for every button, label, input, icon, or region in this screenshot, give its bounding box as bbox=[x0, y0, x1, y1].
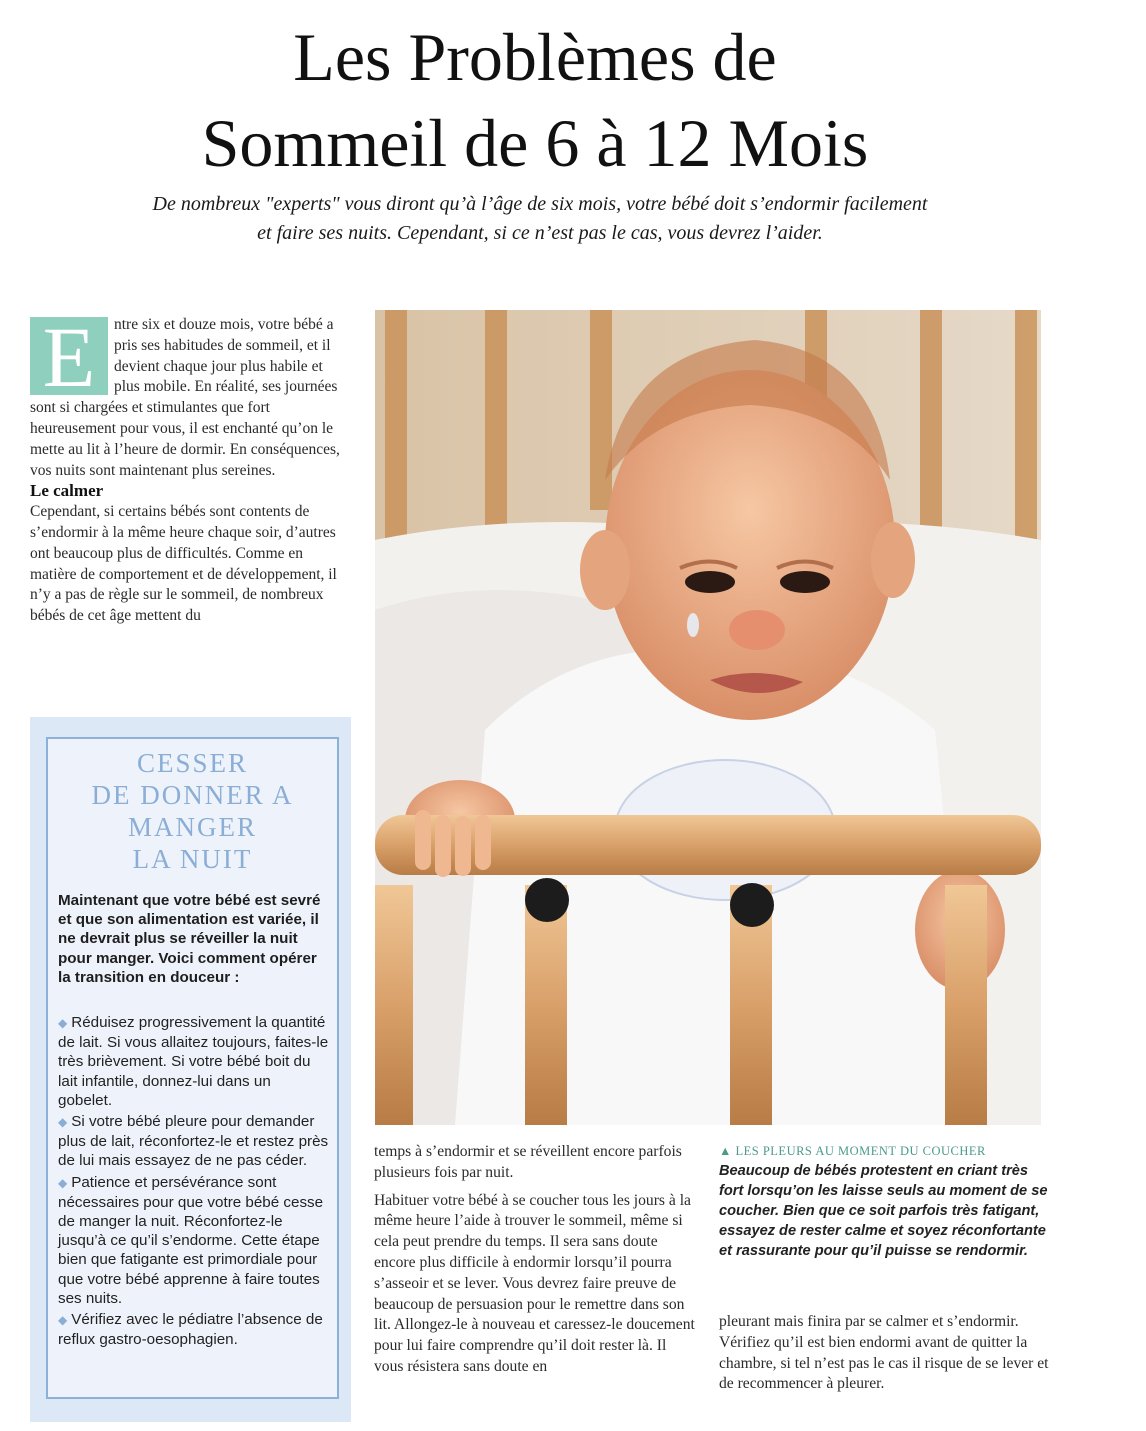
caption-text: Beaucoup de bébés protestent en criant très fort lorsqu’on les laisse seuls au moment de se coucher. Bien que ce soit parfois très fatigant, essayez de rester calme et soyez réconfortante et rassurante pour qu’il puisse se rendormir. bbox=[719, 1163, 1048, 1259]
subheading-le-calmer: Le calmer bbox=[30, 481, 104, 501]
dropcap: E bbox=[30, 317, 108, 395]
list-item bbox=[58, 1173, 329, 1308]
photo-caption bbox=[719, 1144, 1049, 1261]
column-3-paragraph: pleurant mais finira par se calmer et s’endormir. Vérifiez qu’il est bien endormi avant de quitter la chambre, si tel n’est pas le cas il risque de se lever et de recommencer à pleurer. bbox=[719, 1313, 1049, 1393]
list-item bbox=[58, 1112, 329, 1171]
crying-baby-photo bbox=[375, 310, 1041, 1125]
diamond-bullet-icon: ◆ bbox=[58, 1313, 68, 1328]
column-1-paragraph-2: Cependant, si certains bébés sont contents de s’endormir à la même heure chaque soir, d’autres ont beaucoup plus de difficultés. Comme en matière de comportement et de développement, il n’y a pas de règle sur le sommeil, de nombreux bébés de cet âge mettent du bbox=[30, 503, 337, 625]
column-3 bbox=[719, 1312, 1049, 1395]
list-item-text: Patience et persévérance sont nécessaires pour que votre bébé cesse de manger la nuit. Réconfortez-le jusqu’à ce qu’il s’endorme. Cette étape bien que fatigante est primordiale pour que votre bébé apprenne à faire toutes ses nuits. bbox=[58, 1173, 324, 1307]
sidebar-lead: Maintenant que votre bébé est sevré et que son alimentation est variée, il ne devrait plus se réveiller la nuit pour manger. Voici comment opérer la transition en douceur : bbox=[58, 892, 321, 986]
list-item-text: Réduisez progressivement la quantité de lait. Si vous allaitez toujours, faites-le très brièvement. Si votre bébé boit du lait infantile, donnez-lui dans un gobelet. bbox=[58, 1014, 329, 1109]
triangle-up-icon: ▲ bbox=[719, 1144, 732, 1158]
column-2 bbox=[374, 1142, 696, 1385]
diamond-bullet-icon: ◆ bbox=[58, 1115, 68, 1130]
intro-paragraph: De nombreux "experts" vous diront qu’à l’âge de six mois, votre bébé doit s’endormir facilement et faire ses nuits. Cependant, si ce n’est pas le cas, vous devrez l’aider. bbox=[152, 193, 928, 244]
sidebar-title-line: DE DONNER A bbox=[91, 780, 294, 810]
sidebar-list bbox=[58, 1013, 329, 1349]
crying-baby-in-crib-icon bbox=[375, 310, 1041, 1125]
caption-heading-text: LES PLEURS AU MOMENT DU COUCHER bbox=[735, 1144, 986, 1158]
diamond-bullet-icon: ◆ bbox=[58, 1175, 68, 1190]
page-title bbox=[0, 14, 1070, 186]
title-line-2: Sommeil de 6 à 12 Mois bbox=[201, 105, 869, 181]
column-2-paragraph-2: Habituer votre bébé à se coucher tous les jours à la même heure l’aide à trouver le sommeil, même si cela peut prendre du temps. Il sera sans doute encore plus difficile à endormir lorsqu’il pourra s’asseoir et se lever. Vous devrez faire preuve de beaucoup de persuasion pour le remettre dans son lit. Allongez-le à nouveau et caressez-le doucement pour lui faire comprendre qu’il doit rester là. Il vous résistera sans doute en bbox=[374, 1191, 695, 1375]
column-1 bbox=[30, 309, 348, 627]
diamond-bullet-icon: ◆ bbox=[58, 1016, 68, 1031]
list-item bbox=[58, 1310, 329, 1349]
sidebar-title-line: CESSER bbox=[136, 748, 249, 778]
caption-heading bbox=[719, 1144, 1049, 1159]
title-line-1: Les Problèmes de bbox=[293, 19, 777, 95]
sidebar-box bbox=[46, 737, 339, 1399]
sidebar-title-line: LA NUIT bbox=[132, 844, 253, 874]
sidebar-title-line: MANGER bbox=[127, 812, 257, 842]
column-2-paragraph-1: temps à s’endormir et se réveillent encore parfois plusieurs fois par nuit. bbox=[374, 1143, 682, 1181]
sidebar-title bbox=[48, 747, 337, 875]
list-item-text: Si votre bébé pleure pour demander plus de lait, réconfortez-le et restez près de lui mais essayez de ne pas céder. bbox=[58, 1113, 329, 1170]
list-item-text: Vérifiez avec le pédiatre l’absence de reflux gastro-oesophagien. bbox=[58, 1311, 323, 1349]
list-item bbox=[58, 1013, 329, 1110]
column-1-paragraph-1: ntre six et douze mois, votre bébé a pris ses habitudes de sommeil, et il devient chaque jour plus habile et plus mobile. En réalité, ses journées sont si chargées et stimulantes que fort heureusement pour vous, il est enchanté qu’on le mette au lit à l’heure de dormir. En conséquences, vos nuits sont maintenant plus sereines. bbox=[30, 316, 340, 479]
